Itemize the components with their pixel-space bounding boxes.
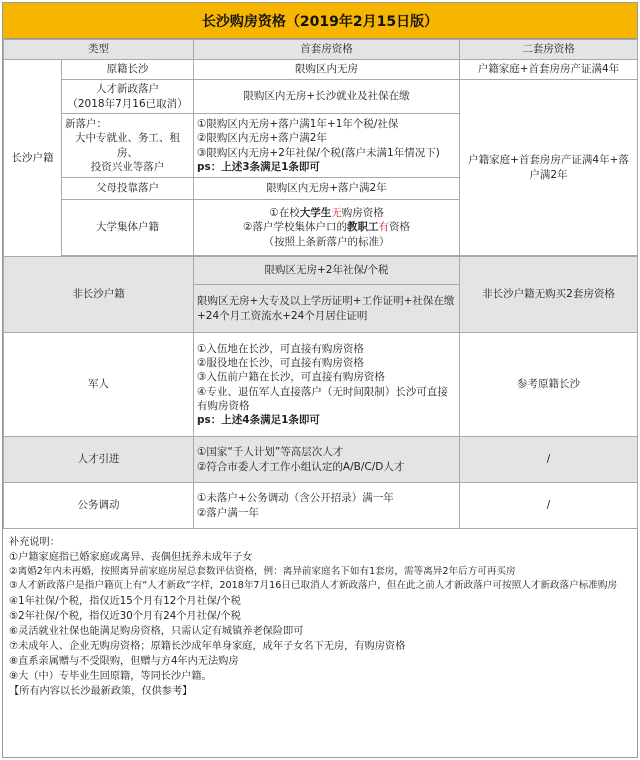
supplementary-notes [3, 529, 637, 699]
college-line-1 [197, 206, 456, 220]
college-line-2-red: 有 [378, 221, 389, 234]
college-first [194, 200, 460, 256]
new-settle-first [194, 114, 460, 178]
college-line-1-pre: ①在校 [269, 207, 300, 220]
non-changsha-first-2: 限购区无房+大专及以上学历证明+工作证明+社保在缴+24个月工资流水+24个月居住证明 [194, 285, 460, 333]
new-settle-line-2: ②限购区内无房+落户满2年 [197, 132, 327, 145]
policy-table [3, 39, 638, 529]
native-first: 限购区内无房 [194, 60, 460, 80]
new-settle-label-1: 新落户： [65, 118, 107, 131]
table-row [4, 80, 638, 114]
military-line-1: ①入伍地在长沙，可直接有购房资格 [197, 342, 364, 355]
military-line-2: ②服役地在长沙，可直接有购房资格 [197, 357, 364, 370]
new-settle-label-3: 投资兴业等落户 [90, 160, 165, 173]
notes-heading: 补充说明： [9, 537, 60, 548]
new-settle-ps: ps：上述3条满足1条即可 [197, 160, 320, 173]
talent-first [194, 437, 460, 483]
row-label-transfer: 公务调动 [4, 483, 194, 529]
notes-footer: 【所有内容以长沙最新政策，仅供参考】 [9, 686, 193, 698]
college-line-1-bold: 大学生 [299, 207, 332, 220]
row-label-military: 军人 [4, 333, 194, 437]
row-label-native: 原籍长沙 [62, 60, 194, 80]
note-item: ⑨大（中）专毕业生回原籍，等同长沙户籍。 [9, 671, 212, 683]
row-label-new-settle [62, 114, 194, 178]
note-item: ④1年社保/个税，指仅近15个月有12个月社保/个税 [9, 595, 241, 607]
table-row [4, 257, 638, 285]
new-settle-line-1: ①限购区内无房+落户满1年+1年个税/社保 [197, 118, 399, 131]
policy-document [2, 2, 638, 758]
transfer-second: / [460, 483, 638, 529]
military-line-3: ③入伍前户籍在长沙，可直接有购房资格 [197, 371, 385, 384]
military-ps: ps：上述4条满足1条即可 [197, 413, 320, 426]
header-first-home: 首套房资格 [194, 40, 460, 60]
talent-new-label: 人才新政落户 [96, 83, 159, 96]
transfer-first [194, 483, 460, 529]
college-line-1-post: 购房资格 [341, 207, 384, 220]
note-item: ②离婚2年内未再婚，按照离异前家庭房屋总套数评估资格，例：离异前家庭名下如有1套房，需等离异2年后方可再买房 [9, 566, 516, 578]
talent-line-1: ①国家“千人计划”等高层次人才 [197, 446, 344, 459]
note-item: ③人才新政落户是指户籍页上有“人才新政”字样，2018年7月16日已取消人才新政落户，但在此之前人才新政落户可按照人才新政落户标准购房 [9, 580, 618, 592]
non-changsha-first-1: 限购区无房+2年社保/个税 [194, 257, 460, 285]
changsha-group-label: 长沙户籍 [4, 60, 62, 257]
transfer-line-2: ②落户满一年 [197, 506, 259, 519]
college-line-2-post: 资格 [388, 221, 410, 234]
transfer-line-1: ①未落户+公务调动（含公开招录）满一年 [197, 492, 394, 505]
row-label-non-changsha: 非长沙户籍 [4, 257, 194, 333]
college-line-1-red: 无 [331, 207, 342, 220]
table-row [4, 483, 638, 529]
note-item: ⑧直系亲属赠与不受限购，但赠与方4年内无法购房 [9, 655, 239, 667]
table-row [4, 60, 638, 80]
table-header-row [4, 40, 638, 60]
new-settle-label-2: 大中专就业、务工、租房、 [75, 132, 180, 159]
talent-second: / [460, 437, 638, 483]
military-line-4: ④专业、退伍军人直接落户（无时间限制）长沙可直接有购房资格 [197, 385, 448, 412]
college-line-2 [197, 220, 456, 234]
note-item: ①户籍家庭指已婚家庭或离异、丧偶但抚养未成年子女 [9, 552, 253, 564]
new-settle-line-3: ③限购区内无房+2年社保/个税(落户未满1年情况下) [197, 146, 440, 159]
college-line-2-pre: ②落户学校集体户口的 [243, 221, 347, 234]
row-label-college: 大学集体户籍 [62, 200, 194, 256]
talent-new-note: （2018年7月16已取消） [67, 97, 188, 110]
row-label-talent: 人才引进 [4, 437, 194, 483]
military-second: 参考原籍长沙 [460, 333, 638, 437]
native-second: 户籍家庭+首套房房产证满4年 [460, 60, 638, 80]
row-label-parents: 父母投靠落户 [62, 178, 194, 200]
header-second-home: 二套房资格 [460, 40, 638, 60]
non-changsha-second: 非长沙户籍无购买2套房资格 [460, 257, 638, 333]
military-first [194, 333, 460, 437]
table-row [4, 333, 638, 437]
note-item: ⑤2年社保/个税，指仅近30个月有24个月社保/个税 [9, 610, 241, 622]
page-title: 长沙购房资格（2019年2月15日版） [3, 3, 637, 39]
talent-line-2: ②符合市委人才工作小组认定的A/B/C/D人才 [197, 460, 405, 473]
college-line-2-bold: 教职工 [346, 221, 379, 234]
row-label-talent-new [62, 80, 194, 114]
note-item: ⑦未成年人、企业无购房资格；原籍长沙成年单身家庭，成年子女名下无房，有购房资格 [9, 640, 406, 652]
talent-new-first: 限购区内无房+长沙就业及社保在缴 [194, 80, 460, 114]
changsha-second-merged: 户籍家庭+首套房房产证满4年+落户满2年 [460, 80, 638, 256]
header-type: 类型 [4, 40, 194, 60]
college-line-3: （按照上条新落户的标准） [263, 235, 390, 248]
parents-first: 限购区内无房+落户满2年 [194, 178, 460, 200]
note-item: ⑥灵活就业社保也能满足购房资格，只需认定有城镇养老保险即可 [9, 625, 304, 637]
table-row [4, 437, 638, 483]
